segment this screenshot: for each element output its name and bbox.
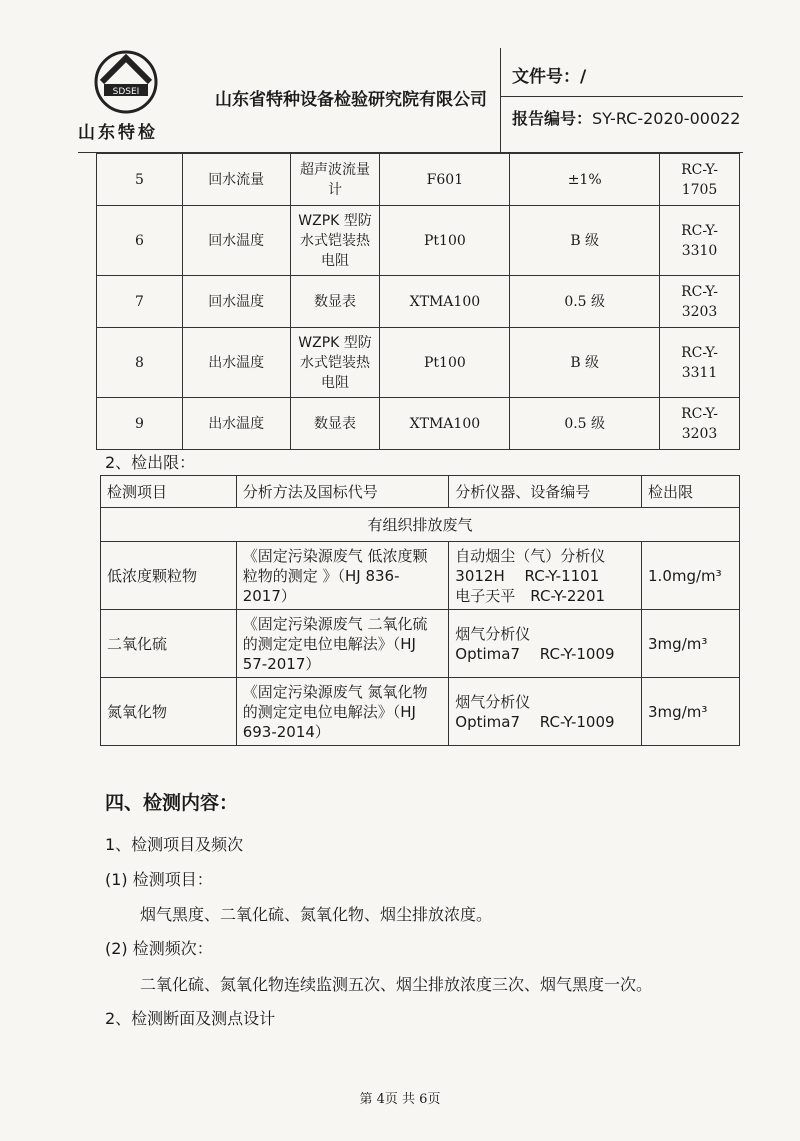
table-cell: 出水温度 xyxy=(182,398,290,450)
table-row xyxy=(97,154,740,206)
instrument-line: 烟气分析仪 xyxy=(455,624,531,643)
table-row xyxy=(97,276,740,328)
detection-item: 二氧化硫 xyxy=(101,610,237,678)
analysis-instrument xyxy=(449,678,642,746)
table-cell: Pt100 xyxy=(380,206,510,276)
table-cell: 9 xyxy=(97,398,183,450)
table-cell: 0.5 级 xyxy=(510,276,660,328)
table-row xyxy=(101,542,740,610)
table-cell: RC-Y-3203 xyxy=(660,276,740,328)
table-cell: 0.5 级 xyxy=(510,398,660,450)
analysis-instrument xyxy=(449,542,642,610)
paragraph: 2、检测断面及测点设计 xyxy=(105,1009,276,1028)
column-header: 分析方法及国标代号 xyxy=(236,476,449,508)
table-cell: 出水温度 xyxy=(182,328,290,398)
logo-text: SDSEI xyxy=(112,87,140,97)
detection-limit-value: 1.0mg/m³ xyxy=(642,542,740,610)
table-cell: 回水温度 xyxy=(182,276,290,328)
table-cell: 回水流量 xyxy=(182,154,290,206)
paragraph: (1) 检测项目： xyxy=(105,870,213,889)
table-cell: 数显表 xyxy=(290,276,380,328)
header-divider xyxy=(500,48,501,153)
report-number-value: SY-RC-2020-00022 xyxy=(592,109,741,128)
table-cell: 数显表 xyxy=(290,398,380,450)
instrument-line: 3012H RC-Y-1101 xyxy=(455,566,600,585)
column-header: 分析仪器、设备编号 xyxy=(449,476,642,508)
detection-limit-value: 3mg/m³ xyxy=(642,610,740,678)
instrument-line: 烟气分析仪 xyxy=(455,692,531,711)
logo xyxy=(78,48,188,148)
table-cell: WZPK 型防水式铠装热电阻 xyxy=(290,206,380,276)
org-name: 山东省特种设备检验研究院有限公司 xyxy=(215,90,487,110)
column-header: 检出限 xyxy=(642,476,740,508)
table-cell: 8 xyxy=(97,328,183,398)
analysis-instrument xyxy=(449,610,642,678)
detection-item: 低浓度颗粒物 xyxy=(101,542,237,610)
section-detection-limit: 2、检出限： xyxy=(105,453,196,472)
report-number xyxy=(512,106,740,129)
instrument-line: 自动烟尘（气）分析仪 xyxy=(455,546,606,565)
table-row xyxy=(97,206,740,276)
table-row xyxy=(97,398,740,450)
table-cell: WZPK 型防水式铠装热电阻 xyxy=(290,328,380,398)
paragraph: 二氧化硫、氮氧化物连续监测五次、烟尘排放浓度三次、烟气黑度一次。 xyxy=(140,975,653,994)
table-row xyxy=(101,610,740,678)
analysis-method: 《固定污染源废气 低浓度颗粒物的测定 》（HJ 836-2017） xyxy=(236,542,449,610)
detection-limit-value: 3mg/m³ xyxy=(642,678,740,746)
table-row xyxy=(97,328,740,398)
file-number: 文件号：/ xyxy=(512,67,587,87)
table-cell: 5 xyxy=(97,154,183,206)
detection-item: 氮氧化物 xyxy=(101,678,237,746)
paragraph: 1、检测项目及频次 xyxy=(105,835,244,854)
group-row xyxy=(101,508,740,542)
paragraph: (2) 检测频次： xyxy=(105,939,213,958)
table-cell: 回水温度 xyxy=(182,206,290,276)
table-cell: ±1% xyxy=(510,154,660,206)
table-cell: B 级 xyxy=(510,328,660,398)
group-title: 有组织排放废气 xyxy=(101,508,740,542)
table-cell: RC-Y-3311 xyxy=(660,328,740,398)
analysis-method: 《固定污染源废气 氮氧化物的测定定电位电解法》（HJ 693-2014） xyxy=(236,678,449,746)
report-number-label: 报告编号： xyxy=(512,109,593,128)
table-cell: RC-Y-3310 xyxy=(660,206,740,276)
table-cell: XTMA100 xyxy=(380,398,510,450)
header-divider xyxy=(500,96,743,97)
section-title: 四、检测内容： xyxy=(105,792,239,814)
page-footer: 第 4页 共 6页 xyxy=(359,1092,441,1107)
table-cell: F601 xyxy=(380,154,510,206)
table-cell: 6 xyxy=(97,206,183,276)
paragraph: 烟气黑度、二氧化硫、氮氧化物、烟尘排放浓度。 xyxy=(140,905,493,924)
table-cell: XTMA100 xyxy=(380,276,510,328)
table-cell: B 级 xyxy=(510,206,660,276)
logo-label: 山东特检 xyxy=(78,123,158,143)
detection-limit-table xyxy=(100,475,740,746)
instrument-line: Optima7 RC-Y-1009 xyxy=(455,712,615,731)
table-cell: 7 xyxy=(97,276,183,328)
instrument-table xyxy=(96,153,740,450)
table-cell: RC-Y-3203 xyxy=(660,398,740,450)
column-header: 检测项目 xyxy=(101,476,237,508)
table-cell: Pt100 xyxy=(380,328,510,398)
table-row xyxy=(101,678,740,746)
analysis-method: 《固定污染源废气 二氧化硫的测定定电位电解法》（HJ 57-2017） xyxy=(236,610,449,678)
instrument-line: 电子天平 RC-Y-2201 xyxy=(455,586,606,605)
table-cell: RC-Y-1705 xyxy=(660,154,740,206)
table-cell: 超声波流量计 xyxy=(290,154,380,206)
table-header-row xyxy=(101,476,740,508)
instrument-line: Optima7 RC-Y-1009 xyxy=(455,644,615,663)
sdsei-logo-icon xyxy=(88,48,178,118)
